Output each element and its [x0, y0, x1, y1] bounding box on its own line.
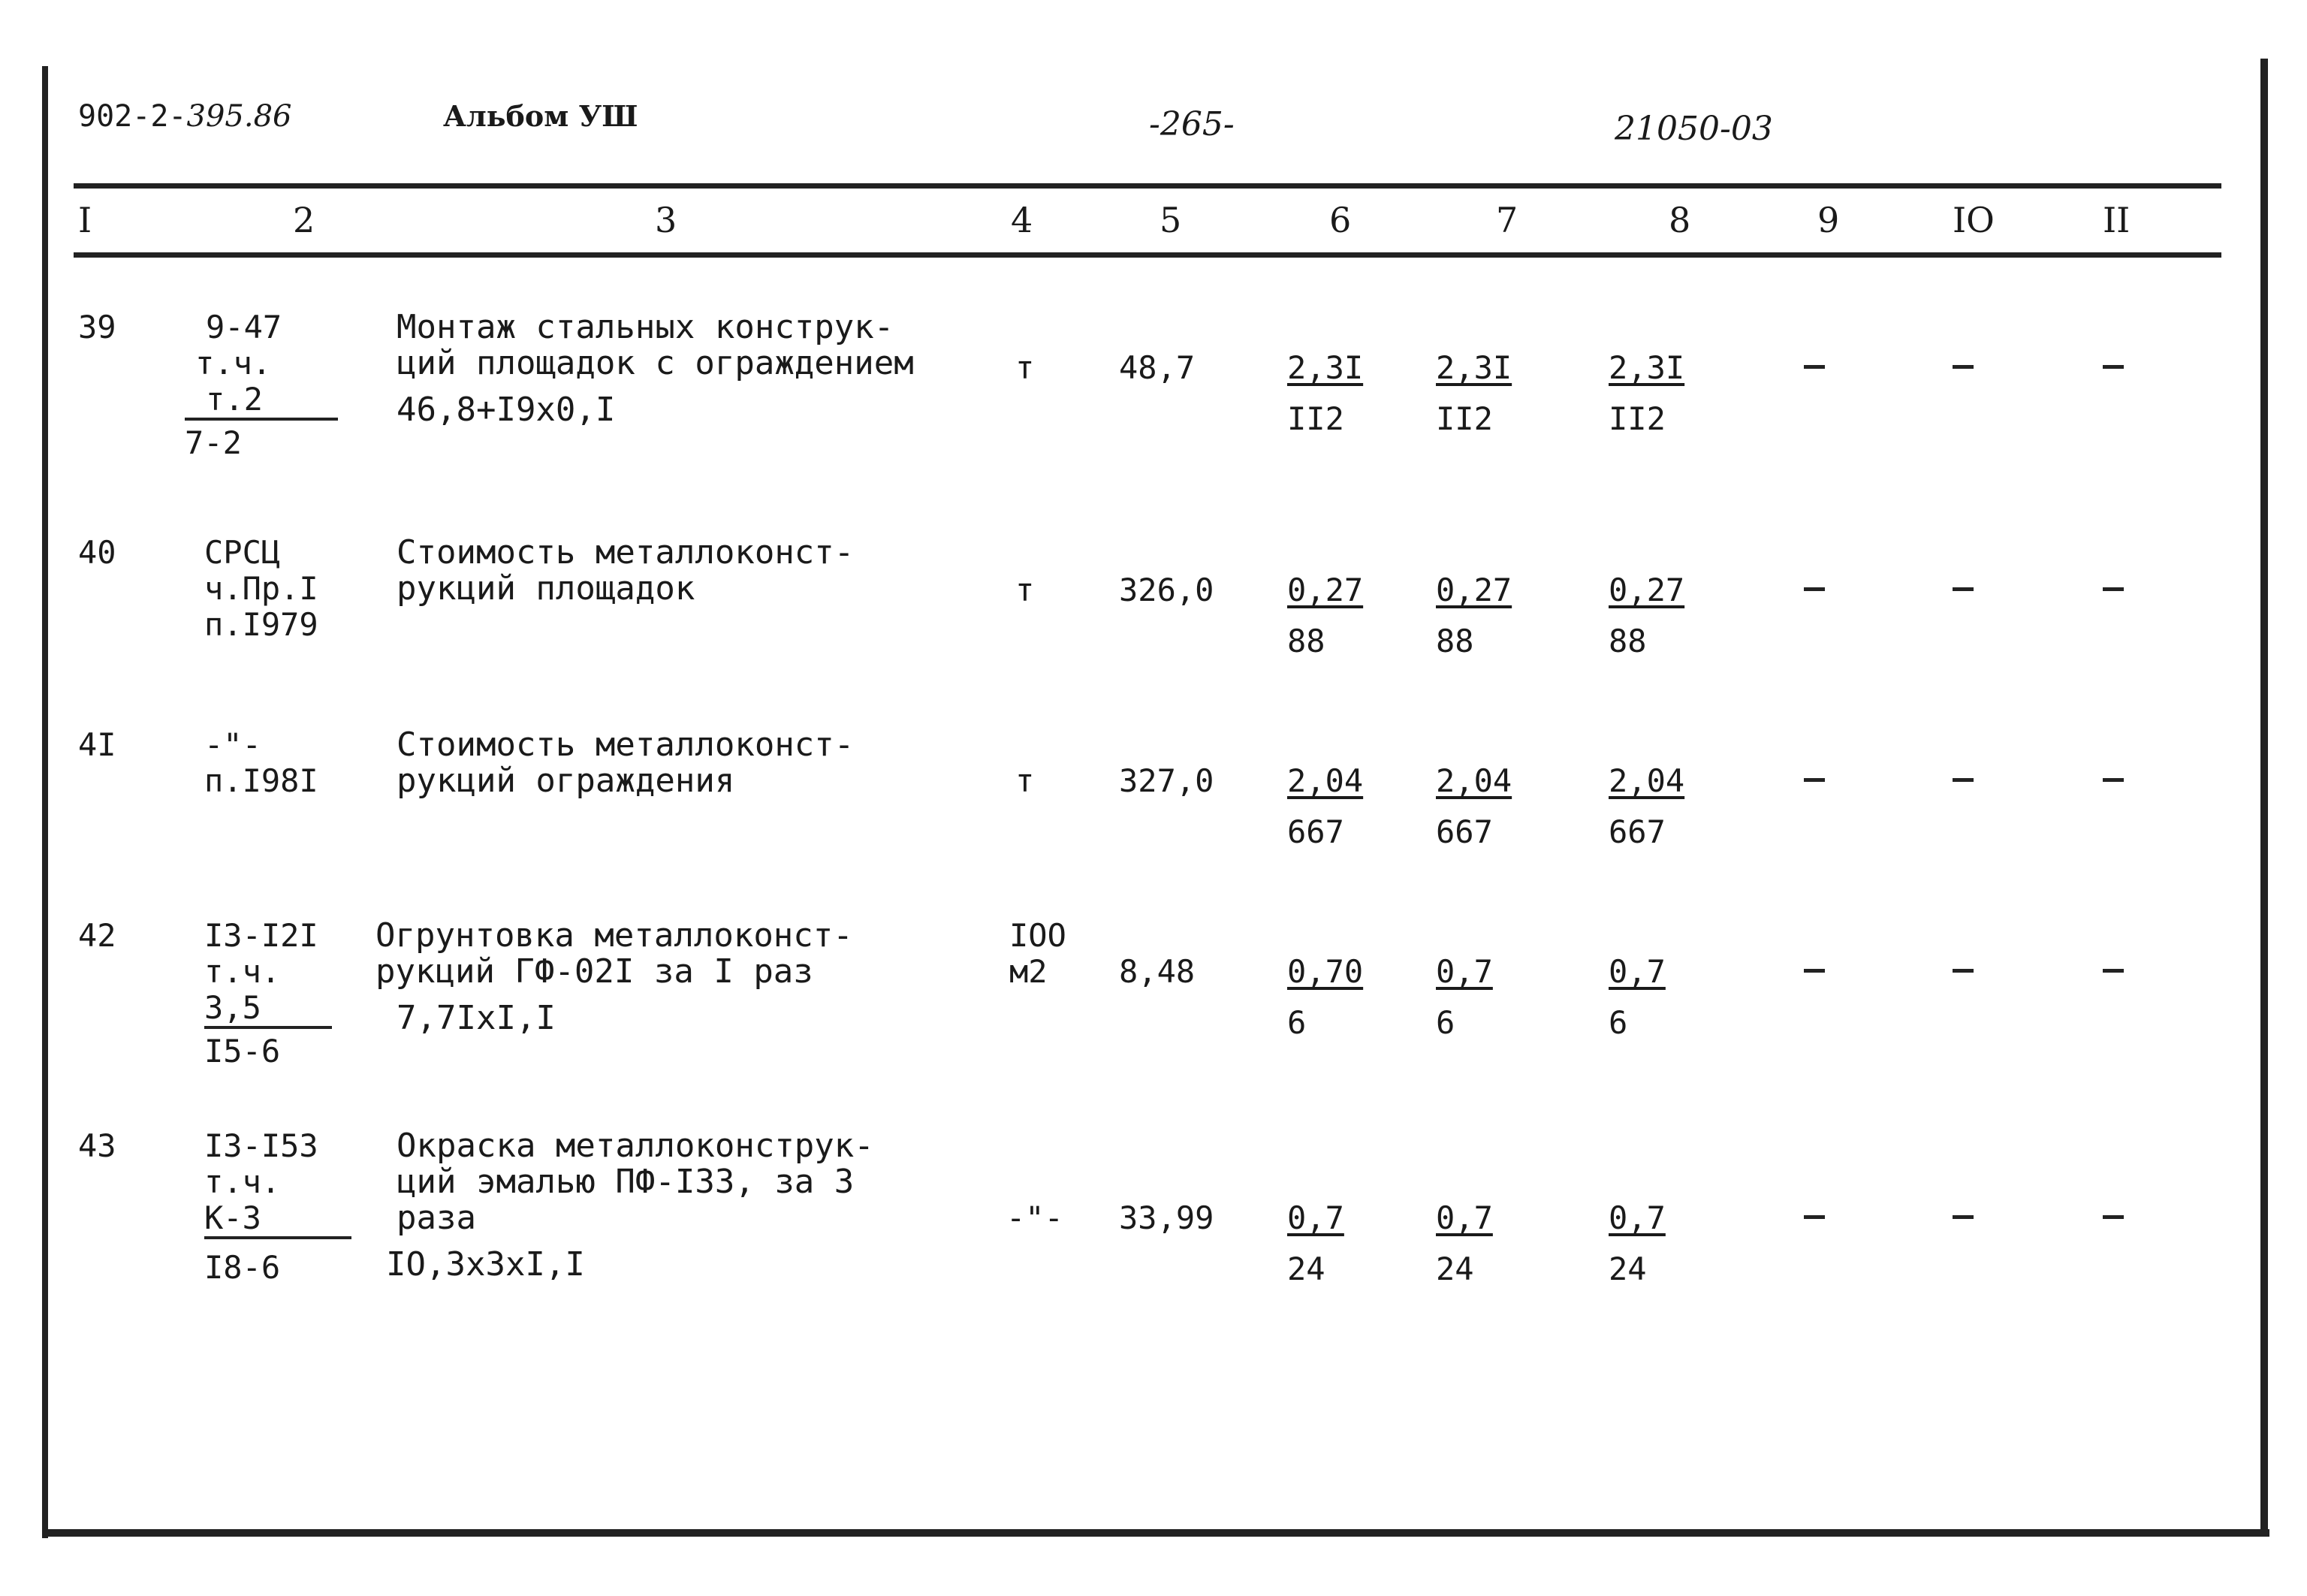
fraction-numerator: 2,04 — [1609, 762, 1685, 799]
fraction-denominator: 24 — [1287, 1251, 1325, 1287]
row-number: 39 — [78, 309, 116, 345]
code-line: СРСЦ — [204, 534, 281, 571]
fraction-denominator: II2 — [1436, 400, 1493, 437]
code-line: К-3 — [204, 1200, 351, 1239]
empty-dash-9 — [1804, 778, 1825, 782]
row-col6 — [1287, 1200, 1344, 1287]
column-header-1: I — [78, 200, 92, 240]
code-line: т.ч. — [204, 953, 281, 990]
empty-dash-9 — [1804, 969, 1825, 973]
empty-dash-10 — [1953, 587, 1974, 591]
row-number: 40 — [78, 534, 116, 571]
empty-dash-11 — [2103, 587, 2124, 591]
fraction-numerator: 2,04 — [1436, 762, 1512, 799]
description-line: ций площадок с ограждением — [397, 344, 914, 382]
unit-line: IOO — [1009, 917, 1066, 954]
description-line: рукций ограждения — [397, 762, 735, 800]
column-header-2: 2 — [293, 200, 315, 240]
fraction-numerator: 0,7 — [1436, 1199, 1493, 1236]
row-description — [375, 918, 853, 1036]
row-col7 — [1436, 1200, 1493, 1287]
empty-dash-11 — [2103, 969, 2124, 973]
column-header-4: 4 — [1011, 200, 1033, 240]
description-line: Монтаж стальных конструк- — [397, 308, 894, 346]
row-number: 43 — [78, 1127, 116, 1164]
description-line: Стоимость металлоконст- — [397, 533, 855, 572]
description-line: Огрунтовка металлоконст- — [375, 916, 853, 955]
fraction-numerator: 2,3I — [1609, 349, 1685, 386]
header-rule-top — [74, 183, 2221, 189]
fraction-denominator: 24 — [1609, 1251, 1647, 1287]
row-col8 — [1609, 572, 1684, 659]
row-col7 — [1436, 572, 1512, 659]
frame-right-border — [2260, 59, 2268, 1537]
row-code — [204, 535, 318, 643]
code-line: 9-47 — [206, 309, 282, 345]
empty-dash-11 — [2103, 778, 2124, 782]
code-line: т.ч. — [195, 345, 272, 382]
row-unit: т — [1015, 349, 1035, 386]
header-rule-bottom — [74, 252, 2221, 258]
column-header-5: 5 — [1160, 200, 1182, 240]
fraction-numerator: 0,7 — [1287, 1199, 1344, 1236]
document-code-handwritten: 395.86 — [186, 99, 292, 134]
description-line: раза — [397, 1199, 476, 1237]
row-quantity: 8,48 — [1119, 953, 1196, 990]
row-col8 — [1609, 1200, 1666, 1287]
code-line: -"- — [204, 726, 261, 763]
description-line: IO,3x3xI,I — [386, 1245, 585, 1284]
column-header-10: IO — [1953, 200, 1995, 240]
row-unit: т — [1015, 572, 1035, 608]
page-number: -265- — [1149, 105, 1235, 143]
document-code — [78, 99, 291, 134]
row-col8 — [1609, 954, 1666, 1041]
row-code — [204, 1128, 351, 1286]
code-line: I5-6 — [204, 1033, 281, 1070]
description-line: Окраска металлоконструк- — [397, 1127, 874, 1165]
empty-dash-9 — [1804, 365, 1825, 369]
fraction-denominator: 667 — [1436, 813, 1493, 850]
album-label: Альбом УШ — [443, 99, 638, 133]
empty-dash-9 — [1804, 1215, 1825, 1219]
row-col6 — [1287, 763, 1363, 850]
fraction-numerator: 0,27 — [1287, 572, 1364, 608]
fraction-numerator: 0,7 — [1609, 953, 1666, 990]
fraction-numerator: 0,27 — [1609, 572, 1685, 608]
unit-line: м2 — [1009, 953, 1048, 990]
row-unit: т — [1015, 762, 1035, 799]
description-line: Стоимость металлоконст- — [397, 726, 855, 764]
description-line: 46,8+I9x0,I — [397, 391, 616, 429]
fraction-denominator: 6 — [1609, 1004, 1628, 1041]
row-unit — [1009, 918, 1066, 990]
row-quantity: 327,0 — [1119, 762, 1214, 799]
fraction-numerator: 2,04 — [1287, 762, 1364, 799]
row-col8 — [1609, 763, 1684, 850]
description-line: 7,7IxI,I — [397, 999, 556, 1037]
empty-dash-10 — [1953, 778, 1974, 782]
code-line: т.2 — [185, 382, 338, 421]
fraction-denominator: 88 — [1436, 623, 1474, 659]
row-description — [386, 1127, 874, 1284]
fraction-denominator: 88 — [1287, 623, 1325, 659]
fraction-denominator: 6 — [1436, 1004, 1455, 1041]
row-code — [204, 918, 332, 1070]
row-col8 — [1609, 350, 1684, 437]
code-line: т.ч. — [204, 1163, 281, 1200]
row-col7 — [1436, 350, 1512, 437]
empty-dash-10 — [1953, 969, 1974, 973]
code-line: 3,5 — [204, 990, 332, 1029]
column-header-6: 6 — [1329, 200, 1352, 240]
description-line: рукций площадок — [397, 569, 695, 608]
row-col6 — [1287, 350, 1363, 437]
row-col6 — [1287, 954, 1363, 1041]
fraction-numerator: 0,7 — [1436, 953, 1493, 990]
column-header-9: 9 — [1817, 200, 1840, 240]
row-number: 42 — [78, 917, 116, 954]
code-line: п.I979 — [204, 606, 318, 643]
row-description — [397, 535, 854, 607]
row-col6 — [1287, 572, 1363, 659]
fraction-denominator: II2 — [1287, 400, 1344, 437]
row-number: 4I — [78, 726, 116, 763]
document-code-printed: 902-2- — [78, 99, 187, 134]
fraction-numerator: 0,7 — [1609, 1199, 1666, 1236]
empty-dash-11 — [2103, 1215, 2124, 1219]
fraction-denominator: 24 — [1436, 1251, 1474, 1287]
empty-dash-11 — [2103, 365, 2124, 369]
fraction-denominator: 88 — [1609, 623, 1647, 659]
row-code — [185, 309, 338, 461]
row-quantity: 48,7 — [1119, 349, 1196, 386]
row-col7 — [1436, 954, 1493, 1041]
fraction-numerator: 0,27 — [1436, 572, 1512, 608]
fraction-numerator: 0,70 — [1287, 953, 1364, 990]
code-line: п.I98I — [204, 762, 318, 799]
empty-dash-10 — [1953, 365, 1974, 369]
row-code — [204, 727, 318, 799]
document-number: 21050-03 — [1615, 110, 1773, 148]
frame-bottom-border — [42, 1529, 2269, 1537]
fraction-numerator: 2,3I — [1436, 349, 1512, 386]
column-header-8: 8 — [1669, 200, 1691, 240]
fraction-denominator: II2 — [1609, 400, 1666, 437]
row-description — [397, 309, 914, 428]
description-line: ций эмалью ПФ-I33, за 3 — [397, 1163, 855, 1201]
code-line: 7-2 — [185, 424, 242, 461]
fraction-denominator: 667 — [1287, 813, 1344, 850]
column-header-3: 3 — [655, 200, 677, 240]
code-line: I8-6 — [204, 1249, 281, 1286]
frame-left-border — [42, 66, 48, 1538]
fraction-denominator: 6 — [1287, 1004, 1307, 1041]
row-quantity: 326,0 — [1119, 572, 1214, 608]
description-line: рукций ГФ-02I за I раз — [375, 952, 813, 991]
fraction-numerator: 2,3I — [1287, 349, 1364, 386]
column-header-11: II — [2103, 200, 2131, 240]
empty-dash-9 — [1804, 587, 1825, 591]
column-header-7: 7 — [1496, 200, 1518, 240]
empty-dash-10 — [1953, 1215, 1974, 1219]
row-col7 — [1436, 763, 1512, 850]
code-line: I3-I53 — [204, 1127, 318, 1164]
code-line: I3-I2I — [204, 917, 318, 954]
row-description — [397, 727, 854, 799]
code-line: ч.Пр.I — [204, 570, 318, 607]
row-quantity: 33,99 — [1119, 1199, 1214, 1236]
fraction-denominator: 667 — [1609, 813, 1666, 850]
row-unit: -"- — [1006, 1199, 1063, 1236]
